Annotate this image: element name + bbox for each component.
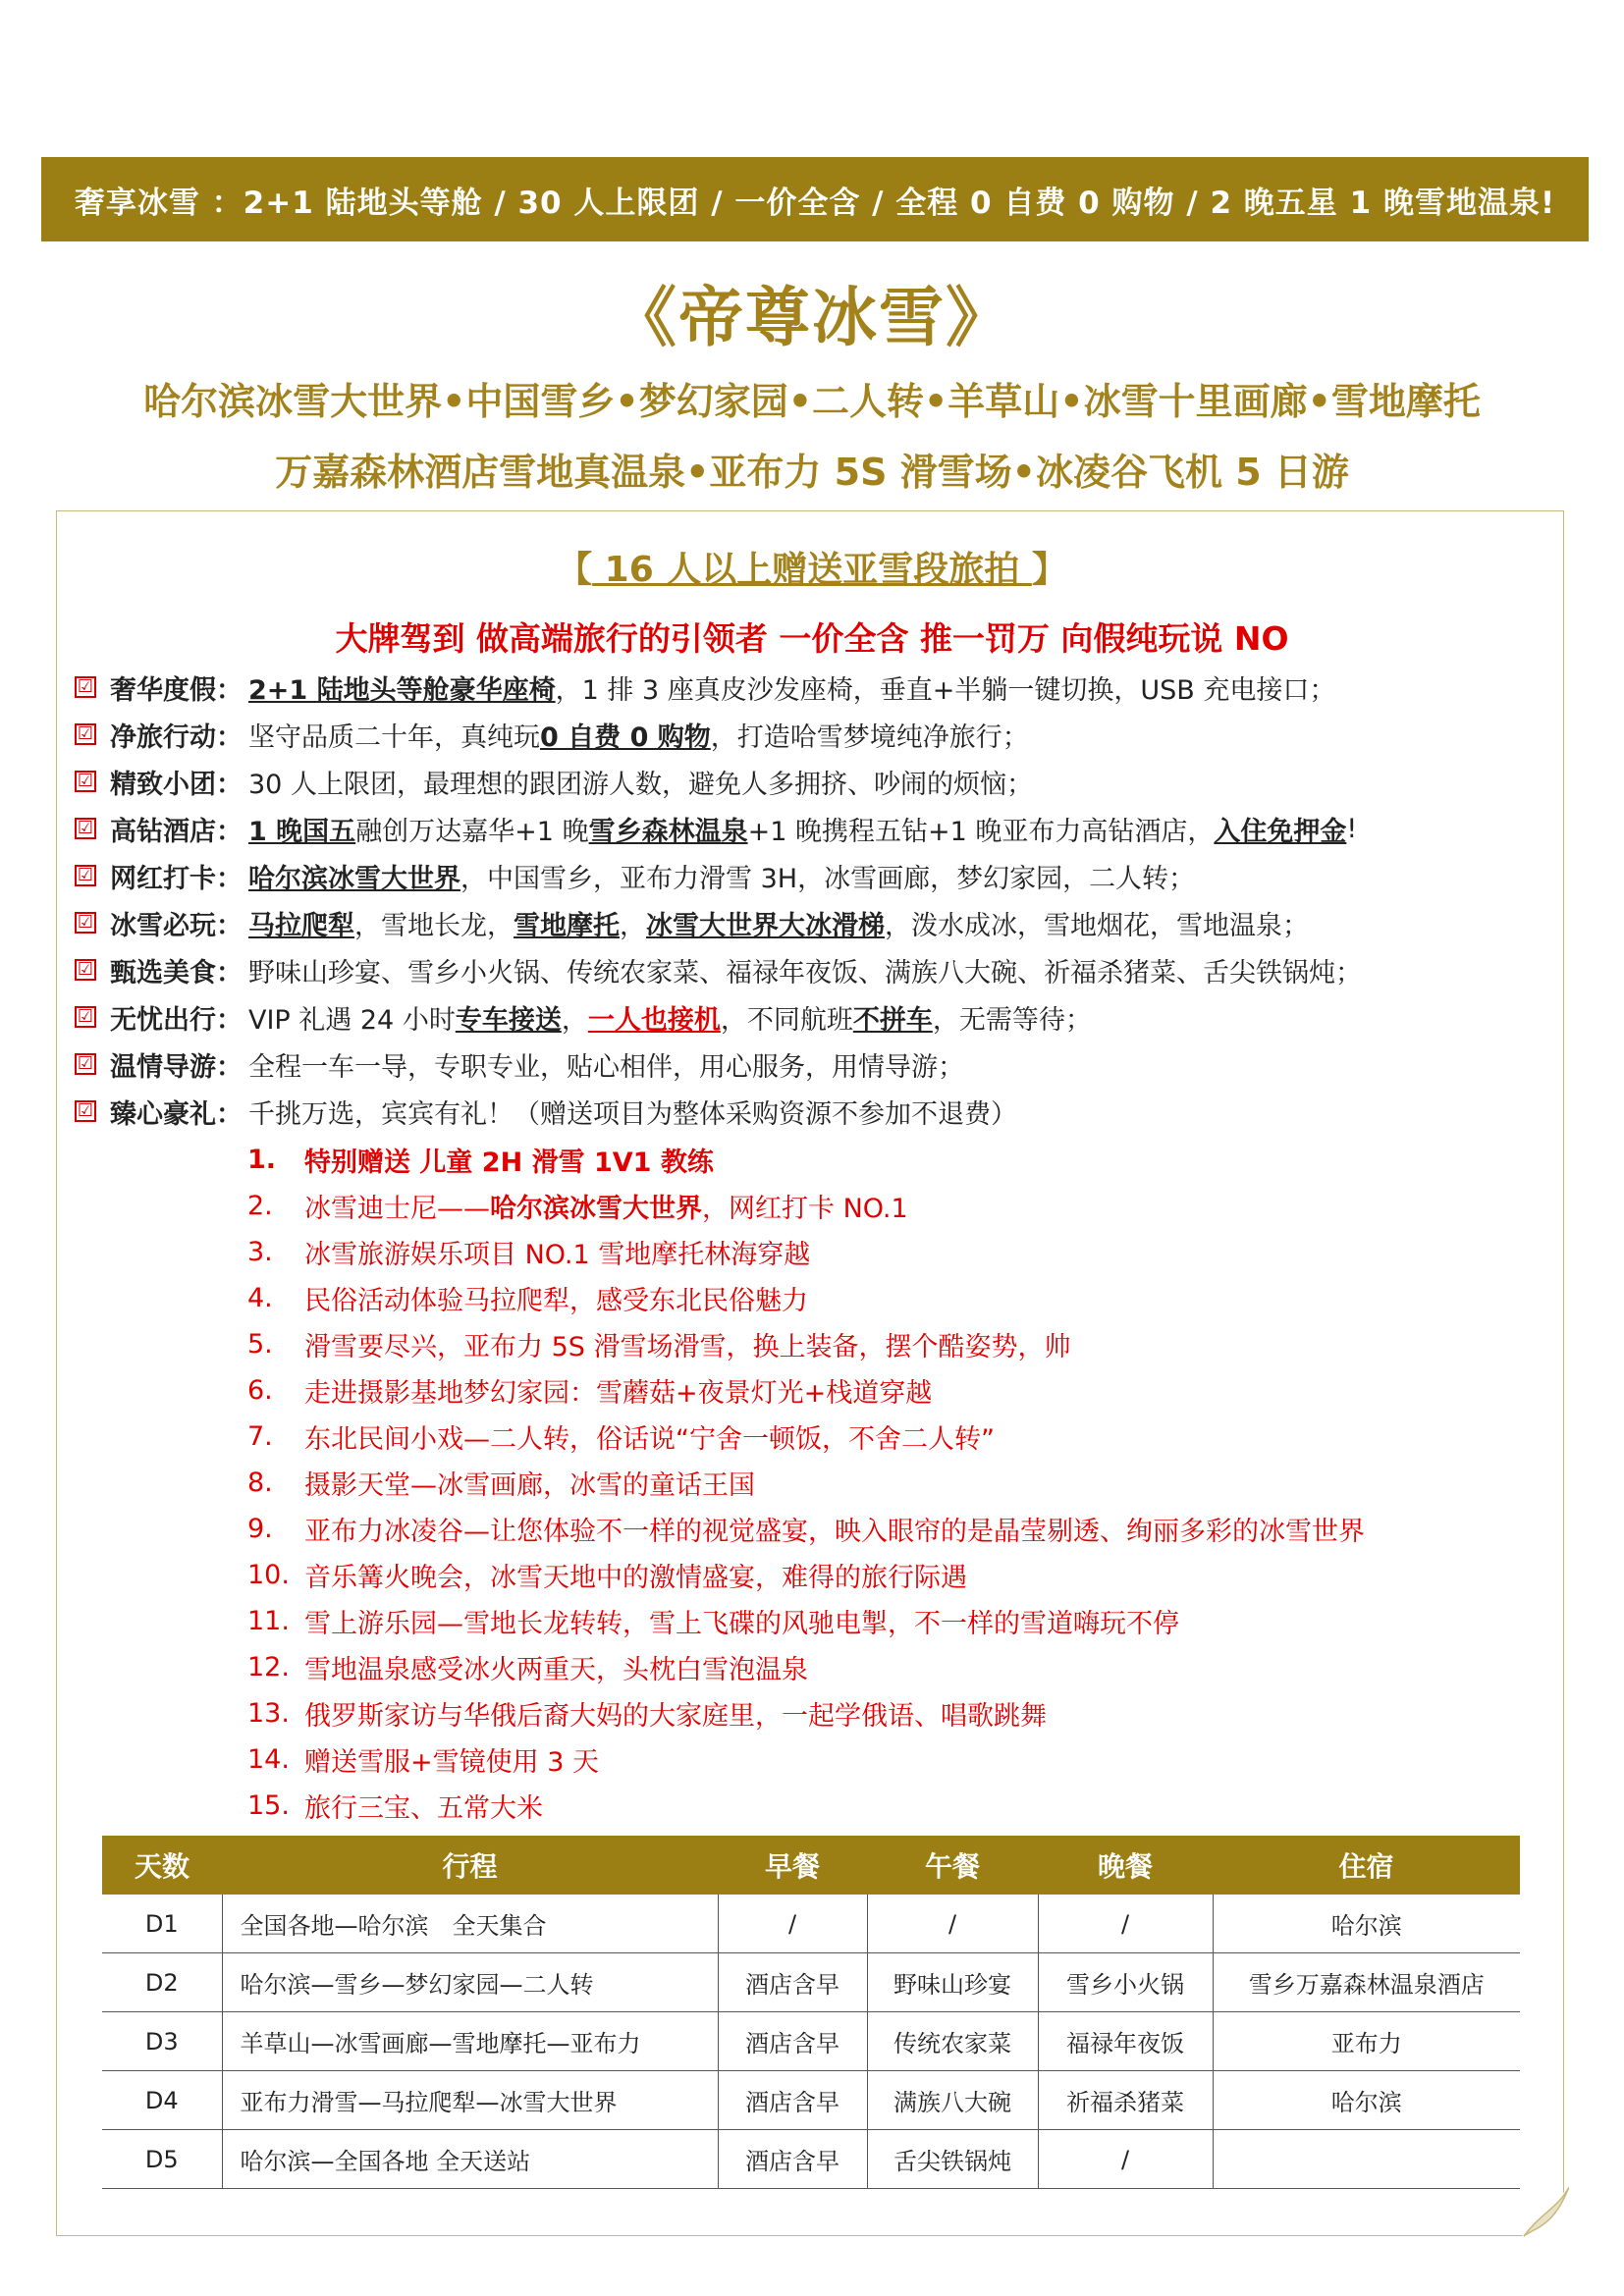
feature-text: ，中国雪乡，亚布力滑雪 3H，冰雪画廊，梦幻家园，二人转；	[460, 863, 1196, 894]
bonus-text: 音乐篝火晚会，冰雪天地中的激情盛宴，难得的旅行际遇	[304, 1562, 967, 1593]
feature-highlight: 冰雪大世界大冰滑梯	[646, 910, 885, 941]
bonus-item	[247, 1647, 1553, 1686]
feature-text: 千挑万选，宾宾有礼！（赠送项目为整体采购资源不参加不退费）	[248, 1098, 1017, 1130]
bonus-text: 滑雪要尽兴，亚布力 5S 滑雪场滑雪，换上装备，摆个酷姿势，帅	[304, 1331, 1071, 1362]
bonus-item	[247, 1232, 1553, 1271]
cell-hotel: 哈尔滨	[1213, 1895, 1520, 1953]
cell-lunch: 舌尖铁锅炖	[867, 2130, 1038, 2189]
cell-lunch: /	[867, 1895, 1038, 1953]
bonus-number: 8.	[247, 1467, 273, 1498]
bonus-number: 13.	[247, 1697, 290, 1729]
cell-route: 哈尔滨—雪乡—梦幻家园—二人转	[222, 1953, 718, 2012]
feature-text: ，雪地长龙，	[354, 910, 514, 941]
bonus-item	[247, 1186, 1553, 1225]
cell-breakfast: 酒店含早	[718, 1953, 867, 2012]
cell-day: D4	[102, 2071, 222, 2130]
promo-banner	[41, 157, 1589, 241]
column-header-route: 行程	[222, 1836, 718, 1895]
cell-breakfast: 酒店含早	[718, 2130, 867, 2189]
feature-item-food	[75, 950, 1547, 989]
feature-text: 30 人上限团，最理想的跟团游人数，避免人多拥挤、吵闹的烦恼；	[248, 769, 1033, 800]
bonus-number: 5.	[247, 1328, 273, 1360]
bonus-number: 2.	[247, 1190, 273, 1221]
feature-label: 温情导游：	[110, 1051, 243, 1083]
checkbox-icon: ☑	[75, 912, 96, 934]
feature-label: 精致小团：	[110, 769, 243, 800]
bonus-number: 1.	[247, 1144, 277, 1175]
cell-lunch: 野味山珍宴	[867, 1953, 1038, 2012]
column-header-breakfast: 早餐	[718, 1836, 867, 1895]
feature-highlight: 不拼车	[852, 1004, 933, 1036]
promo-banner-text: 奢享冰雪 ：2+1 陆地头等舱 / 30 人上限团 / 一价全含 / 全程 0 自费 0 购物 / 2 晚五星 1 晚雪地温泉!	[74, 185, 1556, 221]
bonus-item	[247, 1509, 1553, 1548]
cell-route: 哈尔滨—全国各地 全天送站	[222, 2130, 718, 2189]
table-row	[102, 2012, 1520, 2071]
bonus-text: 雪地温泉感受冰火两重天，头枕白雪泡温泉	[304, 1654, 808, 1685]
cell-route: 亚布力滑雪—马拉爬犁—冰雪大世界	[222, 2071, 718, 2130]
feature-highlight: 专车接送	[455, 1004, 562, 1036]
bonus-number: 9.	[247, 1513, 273, 1544]
table-header-row	[102, 1836, 1520, 1895]
bonus-text: 冰雪迪士尼——	[304, 1193, 490, 1224]
cell-breakfast: 酒店含早	[718, 2012, 867, 2071]
feature-highlight: 0 自费 0 购物	[540, 721, 711, 753]
table-row	[102, 1895, 1520, 1953]
gift-heading	[0, 542, 1624, 592]
feature-text: ，1 排 3 座真皮沙发座椅，垂直+半躺一键切换，USB 充电接口；	[555, 674, 1336, 706]
feature-item-luxury	[75, 667, 1547, 707]
table-row	[102, 1953, 1520, 2012]
gift-bracket-close: 】	[1031, 550, 1067, 590]
cell-dinner: 福禄年夜饭	[1038, 2012, 1213, 2071]
bonus-item	[247, 1278, 1553, 1317]
feature-item-hotels	[75, 809, 1547, 848]
feature-text: ，打造哈雪梦境纯净旅行；	[710, 721, 1029, 753]
feature-text: ，	[620, 910, 646, 941]
feature-text: VIP 礼遇 24 小时	[248, 1004, 456, 1036]
column-header-day: 天数	[102, 1836, 222, 1895]
cell-hotel: 亚布力	[1213, 2012, 1520, 2071]
subtitle-highlights: 万嘉森林酒店雪地真温泉•亚布力 5S 滑雪场•冰凌谷飞机 5 日游	[275, 451, 1349, 494]
cell-day: D1	[102, 1895, 222, 1953]
bonus-number: 12.	[247, 1651, 290, 1682]
cell-breakfast: 酒店含早	[718, 2071, 867, 2130]
feature-text: ，不同航班	[720, 1004, 853, 1036]
feature-label: 无忧出行：	[110, 1004, 243, 1036]
page-title: 《帝尊冰雪》	[612, 280, 1012, 355]
feature-highlight: 哈尔滨冰雪大世界	[248, 863, 460, 894]
column-header-lunch: 午餐	[867, 1836, 1038, 1895]
bonus-text: 赠送雪服+雪镜使用 3 天	[304, 1746, 599, 1778]
bonus-item	[247, 1324, 1553, 1363]
feature-item-guide	[75, 1044, 1547, 1084]
bonus-item	[247, 1601, 1553, 1640]
bonus-highlight: 哈尔滨冰雪大世界	[490, 1193, 702, 1224]
feature-text: 全程一车一导，专职专业，贴心相伴，用心服务，用情导游；	[248, 1051, 964, 1083]
feature-text: ，泼水成冰，雪地烟花，雪地温泉；	[885, 910, 1309, 941]
checkbox-icon: ☑	[75, 723, 96, 745]
bonus-number: 3.	[247, 1236, 273, 1267]
bonus-text: 摄影天堂—冰雪画廊，冰雪的童话王国	[304, 1469, 755, 1501]
bonus-text: ，网红打卡 NO.1	[702, 1193, 908, 1224]
bonus-item	[247, 1370, 1553, 1410]
feature-item-small-group	[75, 762, 1547, 801]
checkbox-icon: ☑	[75, 959, 96, 981]
column-header-hotel: 住宿	[1213, 1836, 1520, 1895]
cell-lunch: 满族八大碗	[867, 2071, 1038, 2130]
bonus-number: 11.	[247, 1605, 290, 1636]
feature-highlight: 雪乡森林温泉	[588, 816, 748, 847]
table-row	[102, 2130, 1520, 2189]
checkbox-icon: ☑	[75, 818, 96, 839]
bonus-item	[247, 1140, 1553, 1179]
feature-item-gifts	[75, 1092, 1547, 1131]
bonus-number: 10.	[247, 1559, 290, 1590]
feature-text: ，无需等待；	[932, 1004, 1092, 1036]
feature-label: 高钻酒店：	[110, 816, 243, 847]
feature-text: 融创万达嘉华+1 晚	[355, 816, 589, 847]
bonus-number: 15.	[247, 1789, 290, 1821]
bonus-number: 7.	[247, 1420, 273, 1452]
bonus-number: 4.	[247, 1282, 273, 1313]
cell-hotel	[1213, 2130, 1520, 2189]
subtitle-attractions: 哈尔滨冰雪大世界•中国雪乡•梦幻家园•二人转•羊草山•冰雪十里画廊•雪地摩托	[143, 380, 1481, 423]
cell-dinner: /	[1038, 2130, 1213, 2189]
feature-highlight: 1 晚国五	[248, 816, 356, 847]
cell-dinner: /	[1038, 1895, 1213, 1953]
feature-item-must-play	[75, 903, 1547, 942]
checkbox-icon: ☑	[75, 676, 96, 698]
bonus-text: 俄罗斯家访与华俄后裔大妈的大家庭里，一起学俄语、唱歌跳舞	[304, 1700, 1047, 1732]
gift-text: 16 人以上赠送亚雪段旅拍	[592, 550, 1032, 590]
feature-label: 网红打卡：	[110, 863, 243, 894]
cell-day: D3	[102, 2012, 222, 2071]
bonus-item	[247, 1463, 1553, 1502]
cell-day: D2	[102, 1953, 222, 2012]
cell-route: 全国各地—哈尔滨 全天集合	[222, 1895, 718, 1953]
feature-highlight: 2+1 陆地头等舱豪华座椅	[248, 674, 556, 706]
gift-bracket-open: 【	[557, 550, 593, 590]
bonus-item	[247, 1416, 1553, 1456]
checkbox-icon: ☑	[75, 865, 96, 886]
checkbox-icon: ☑	[75, 771, 96, 792]
feature-highlight-red: 一人也接机	[587, 1004, 721, 1036]
cell-route: 羊草山—冰雪画廊—雪地摩托—亚布力	[222, 2012, 718, 2071]
feature-label: 奢华度假：	[110, 674, 243, 706]
column-header-dinner: 晚餐	[1038, 1836, 1213, 1895]
bonus-text: 亚布力冰凌谷—让您体验不一样的视觉盛宴，映入眼帘的是晶莹剔透、绚丽多彩的冰雪世界	[304, 1516, 1365, 1547]
bonus-text: 东北民间小戏—二人转，俗话说“宁舍一顿饭，不舍二人转”	[304, 1423, 995, 1455]
bonus-number: 6.	[247, 1374, 273, 1406]
page-curl-decoration	[1520, 2187, 1569, 2238]
checkbox-icon: ☑	[75, 1100, 96, 1122]
feature-text: ，	[561, 1004, 588, 1036]
feature-text: +1 晚携程五钻+1 晚亚布力高钻酒店，	[747, 816, 1215, 847]
feature-item-pure-tour	[75, 715, 1547, 754]
feature-item-travel	[75, 997, 1547, 1037]
slogan: 大牌驾到 做高端旅行的引领者 一价全含 推一罚万 向假纯玩说 NO	[335, 619, 1289, 658]
cell-hotel: 雪乡万嘉森林温泉酒店	[1213, 1953, 1520, 2012]
feature-text: 坚守品质二十年，真纯玩	[248, 721, 540, 753]
bonus-text: 冰雪旅游娱乐项目 NO.1 雪地摩托林海穿越	[304, 1239, 811, 1270]
feature-item-checkin	[75, 856, 1547, 895]
bonus-text: 特别赠送 儿童 2H 滑雪 1V1 教练	[304, 1147, 714, 1178]
feature-label: 臻心豪礼：	[110, 1098, 243, 1130]
cell-day: D5	[102, 2130, 222, 2189]
feature-highlight: 马拉爬犁	[248, 910, 354, 941]
feature-label: 冰雪必玩：	[110, 910, 243, 941]
bonus-item	[247, 1786, 1553, 1825]
bonus-text: 走进摄影基地梦幻家园：雪蘑菇+夜景灯光+栈道穿越	[304, 1377, 933, 1409]
checkbox-icon: ☑	[75, 1053, 96, 1075]
itinerary-table	[102, 1836, 1520, 2189]
cell-hotel: 哈尔滨	[1213, 2071, 1520, 2130]
bonus-item	[247, 1739, 1553, 1779]
bonus-item	[247, 1555, 1553, 1594]
bonus-text: 雪上游乐园—雪地长龙转转，雪上飞碟的风驰电掣，不一样的雪道嗨玩不停	[304, 1608, 1179, 1639]
table-row	[102, 2071, 1520, 2130]
cell-dinner: 雪乡小火锅	[1038, 1953, 1213, 2012]
bonus-item	[247, 1693, 1553, 1733]
feature-label: 净旅行动：	[110, 721, 243, 753]
feature-text: !	[1346, 813, 1358, 844]
feature-text: 野味山珍宴、雪乡小火锅、传统农家菜、福禄年夜饭、满族八大碗、祈福杀猪菜、舌尖铁锅炖；	[248, 957, 1362, 988]
cell-dinner: 祈福杀猪菜	[1038, 2071, 1213, 2130]
cell-lunch: 传统农家菜	[867, 2012, 1038, 2071]
checkbox-icon: ☑	[75, 1006, 96, 1028]
feature-highlight: 雪地摩托	[514, 910, 620, 941]
bonus-text: 旅行三宝、五常大米	[304, 1792, 543, 1824]
cell-breakfast: /	[718, 1895, 867, 1953]
feature-highlight: 入住免押金	[1214, 816, 1347, 847]
feature-label: 甄选美食：	[110, 957, 243, 988]
bonus-text: 民俗活动体验马拉爬犁，感受东北民俗魅力	[304, 1285, 808, 1316]
bonus-number: 14.	[247, 1743, 290, 1775]
